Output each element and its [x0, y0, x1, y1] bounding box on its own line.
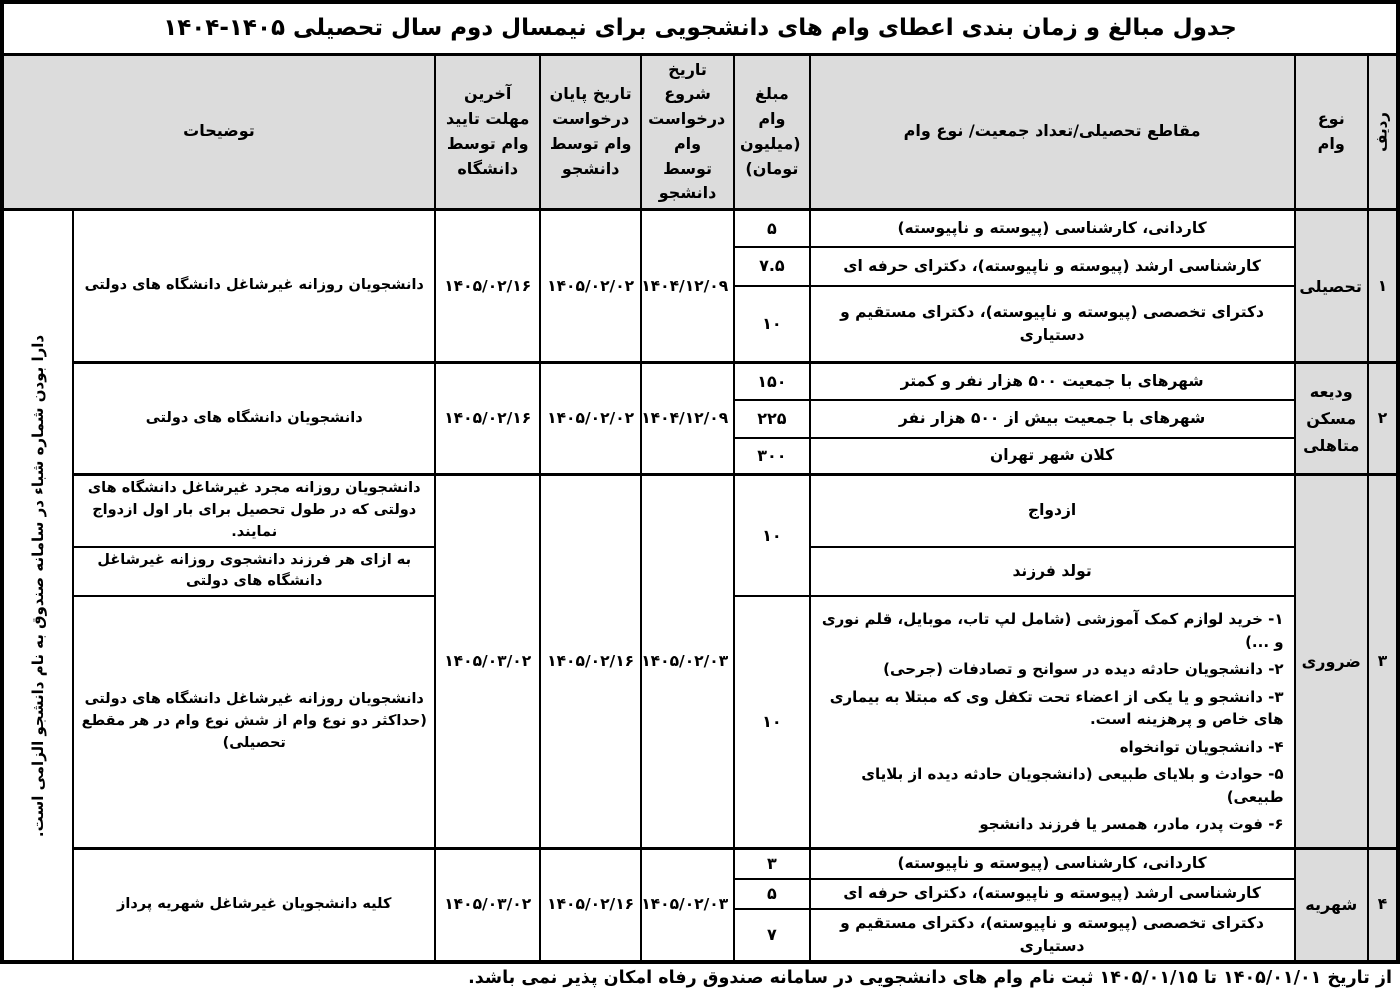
col-header-notes: توضیحات	[2, 54, 435, 210]
category-cell: کاردانی، کارشناسی (پیوسته و ناپیوسته)	[810, 210, 1295, 247]
amount-cell: ۱۰	[734, 475, 809, 596]
amount-cell: ۳۰۰	[734, 438, 809, 475]
approval-deadline-cell: ۱۴۰۵/۰۳/۰۲	[435, 475, 540, 848]
approval-deadline-cell: ۱۴۰۵/۰۳/۰۲	[435, 848, 540, 962]
table-row	[2, 848, 1398, 879]
title-row	[2, 2, 1398, 54]
amount-cell: ۱۰	[734, 596, 809, 848]
col-header-row-number: ردیف	[1368, 54, 1398, 210]
category-cell: کلان شهر تهران	[810, 438, 1295, 475]
category-list-cell	[810, 596, 1295, 848]
amount-cell: ۱۰	[734, 286, 809, 363]
amount-cell: ۵	[734, 210, 809, 247]
list-item: ۵- حوادث و بلایای طبیعی (دانشجویان حادثه دیده از بلایای طبیعی)	[861, 765, 1284, 806]
start-date-cell: ۱۴۰۵/۰۲/۰۳	[641, 848, 734, 962]
notes-cell: به ازای هر فرزند دانشجوی روزانه غیرشاغل دانشگاه های دولتی	[73, 547, 435, 597]
table-row	[2, 363, 1398, 400]
notes-cell: دانشجویان روزانه مجرد غیرشاغل دانشگاه های دولتی که در طول تحصیل برای بار اول ازدواج نمایند.	[73, 475, 435, 547]
footer-note: از تاریخ ۱۴۰۵/۰۱/۰۱ تا ۱۴۰۵/۰۱/۱۵ ثبت نام وام های دانشجویی در سامانه صندوق رفاه امکان پذیر نمی باشد.	[468, 968, 1392, 989]
approval-deadline-cell: ۱۴۰۵/۰۲/۱۶	[435, 210, 540, 363]
amount-cell: ۳	[734, 848, 809, 879]
amount-cell: ۵	[734, 879, 809, 909]
table-row	[2, 475, 1398, 547]
category-cell: شهرهای با جمعیت ۵۰۰ هزار نفر و کمتر	[810, 363, 1295, 400]
start-date-cell: ۱۴۰۴/۱۲/۰۹	[641, 363, 734, 475]
list-item: ۳- دانشجو و یا یکی از اعضاء تحت تکفل وی که مبتلا به بیماری های خاص و پرهزینه است.	[829, 687, 1284, 729]
list-item: ۱- خرید لوازم کمک آموزشی (شامل لپ تاب، موبایل، قلم نوری و ...)	[821, 610, 1284, 651]
list-item: ۶- فوت پدر، مادر، همسر یا فرزند دانشجو	[979, 815, 1284, 834]
col-header-category: مقاطع تحصیلی/تعداد جمعیت/ نوع وام	[810, 54, 1295, 210]
end-date-cell: ۱۴۰۵/۰۲/۰۲	[540, 363, 640, 475]
header-row	[2, 54, 1398, 210]
row-number: ۳	[1368, 475, 1398, 848]
end-date-cell: ۱۴۰۵/۰۲/۰۲	[540, 210, 640, 363]
loan-type-cell: ودیعه مسکن متاهلی	[1295, 363, 1368, 475]
list-item: ۴- دانشجویان توانخواه	[1119, 737, 1284, 756]
loan-type-cell: تحصیلی	[1295, 210, 1368, 363]
col-header-amount: مبلغ وام (میلیون تومان)	[734, 54, 809, 210]
loan-type-cell: شهریه	[1295, 848, 1368, 962]
row-number: ۲	[1368, 363, 1398, 475]
row-number: ۱	[1368, 210, 1398, 363]
notes-cell: دانشجویان روزانه غیرشاغل دانشگاه های دولتی	[73, 210, 435, 363]
category-cell: کارشناسی ارشد (پیوسته و ناپیوسته)، دکترای حرفه ای	[810, 879, 1295, 909]
amount-cell: ۷	[734, 909, 809, 963]
page-title: جدول مبالغ و زمان بندی اعطای وام های دانشجویی برای نیمسال دوم سال تحصیلی ۱۴۰۵-۱۴۰۴	[2, 2, 1398, 54]
category-cell: کارشناسی ارشد (پیوسته و ناپیوسته)، دکترای حرفه ای	[810, 247, 1295, 286]
table-row	[2, 210, 1398, 247]
col-header-loan-type: نوع وام	[1295, 54, 1368, 210]
notes-line: (حداکثر دو نوع وام از شش نوع وام در هر مقطع تحصیلی)	[81, 712, 427, 751]
notes-cell	[73, 596, 435, 848]
category-cell: شهرهای با جمعیت بیش از ۵۰۰ هزار نفر	[810, 400, 1295, 438]
notes-cell: دانشجویان دانشگاه های دولتی	[73, 363, 435, 475]
col-header-approval-deadline: آخرین مهلت تایید وام توسط دانشگاه	[435, 54, 540, 210]
start-date-cell: ۱۴۰۴/۱۲/۰۹	[641, 210, 734, 363]
end-date-cell: ۱۴۰۵/۰۲/۱۶	[540, 848, 640, 962]
category-cell: دکترای تخصصی (پیوسته و ناپیوسته)، دکترای مستقیم و دستیاری	[810, 286, 1295, 363]
category-cell: ازدواج	[810, 475, 1295, 547]
amount-cell: ۱۵۰	[734, 363, 809, 400]
list-item: ۲- دانشجویان حادثه دیده در سوانح و تصادفات (جرحی)	[883, 660, 1284, 679]
notes-cell: کلیه دانشجویان غیرشاغل شهریه پرداز	[73, 848, 435, 962]
amount-cell: ۲۲۵	[734, 400, 809, 438]
category-cell: کاردانی، کارشناسی (پیوسته و ناپیوسته)	[810, 848, 1295, 879]
col-header-start-date: تاریخ شروع درخواست وام توسط دانشجو	[641, 54, 734, 210]
approval-deadline-cell: ۱۴۰۵/۰۲/۱۶	[435, 363, 540, 475]
start-date-cell: ۱۴۰۵/۰۲/۰۳	[641, 475, 734, 848]
category-cell: تولد فرزند	[810, 547, 1295, 597]
col-header-end-date: تاریخ پایان درخواست وام توسط دانشجو	[540, 54, 640, 210]
row-number: ۴	[1368, 848, 1398, 962]
side-note: دارا بودن شماره شباء در سامانه صندوق به نام دانشجو الزامی است.	[2, 210, 73, 962]
amount-cell: ۷.۵	[734, 247, 809, 286]
loan-type-cell: ضروری	[1295, 475, 1368, 848]
end-date-cell: ۱۴۰۵/۰۲/۱۶	[540, 475, 640, 848]
notes-line: دانشجویان روزانه غیرشاغل دانشگاه های دولتی	[84, 691, 424, 708]
category-cell: دکترای تخصصی (پیوسته و ناپیوسته)، دکترای مستقیم و دستیاری	[810, 909, 1295, 963]
